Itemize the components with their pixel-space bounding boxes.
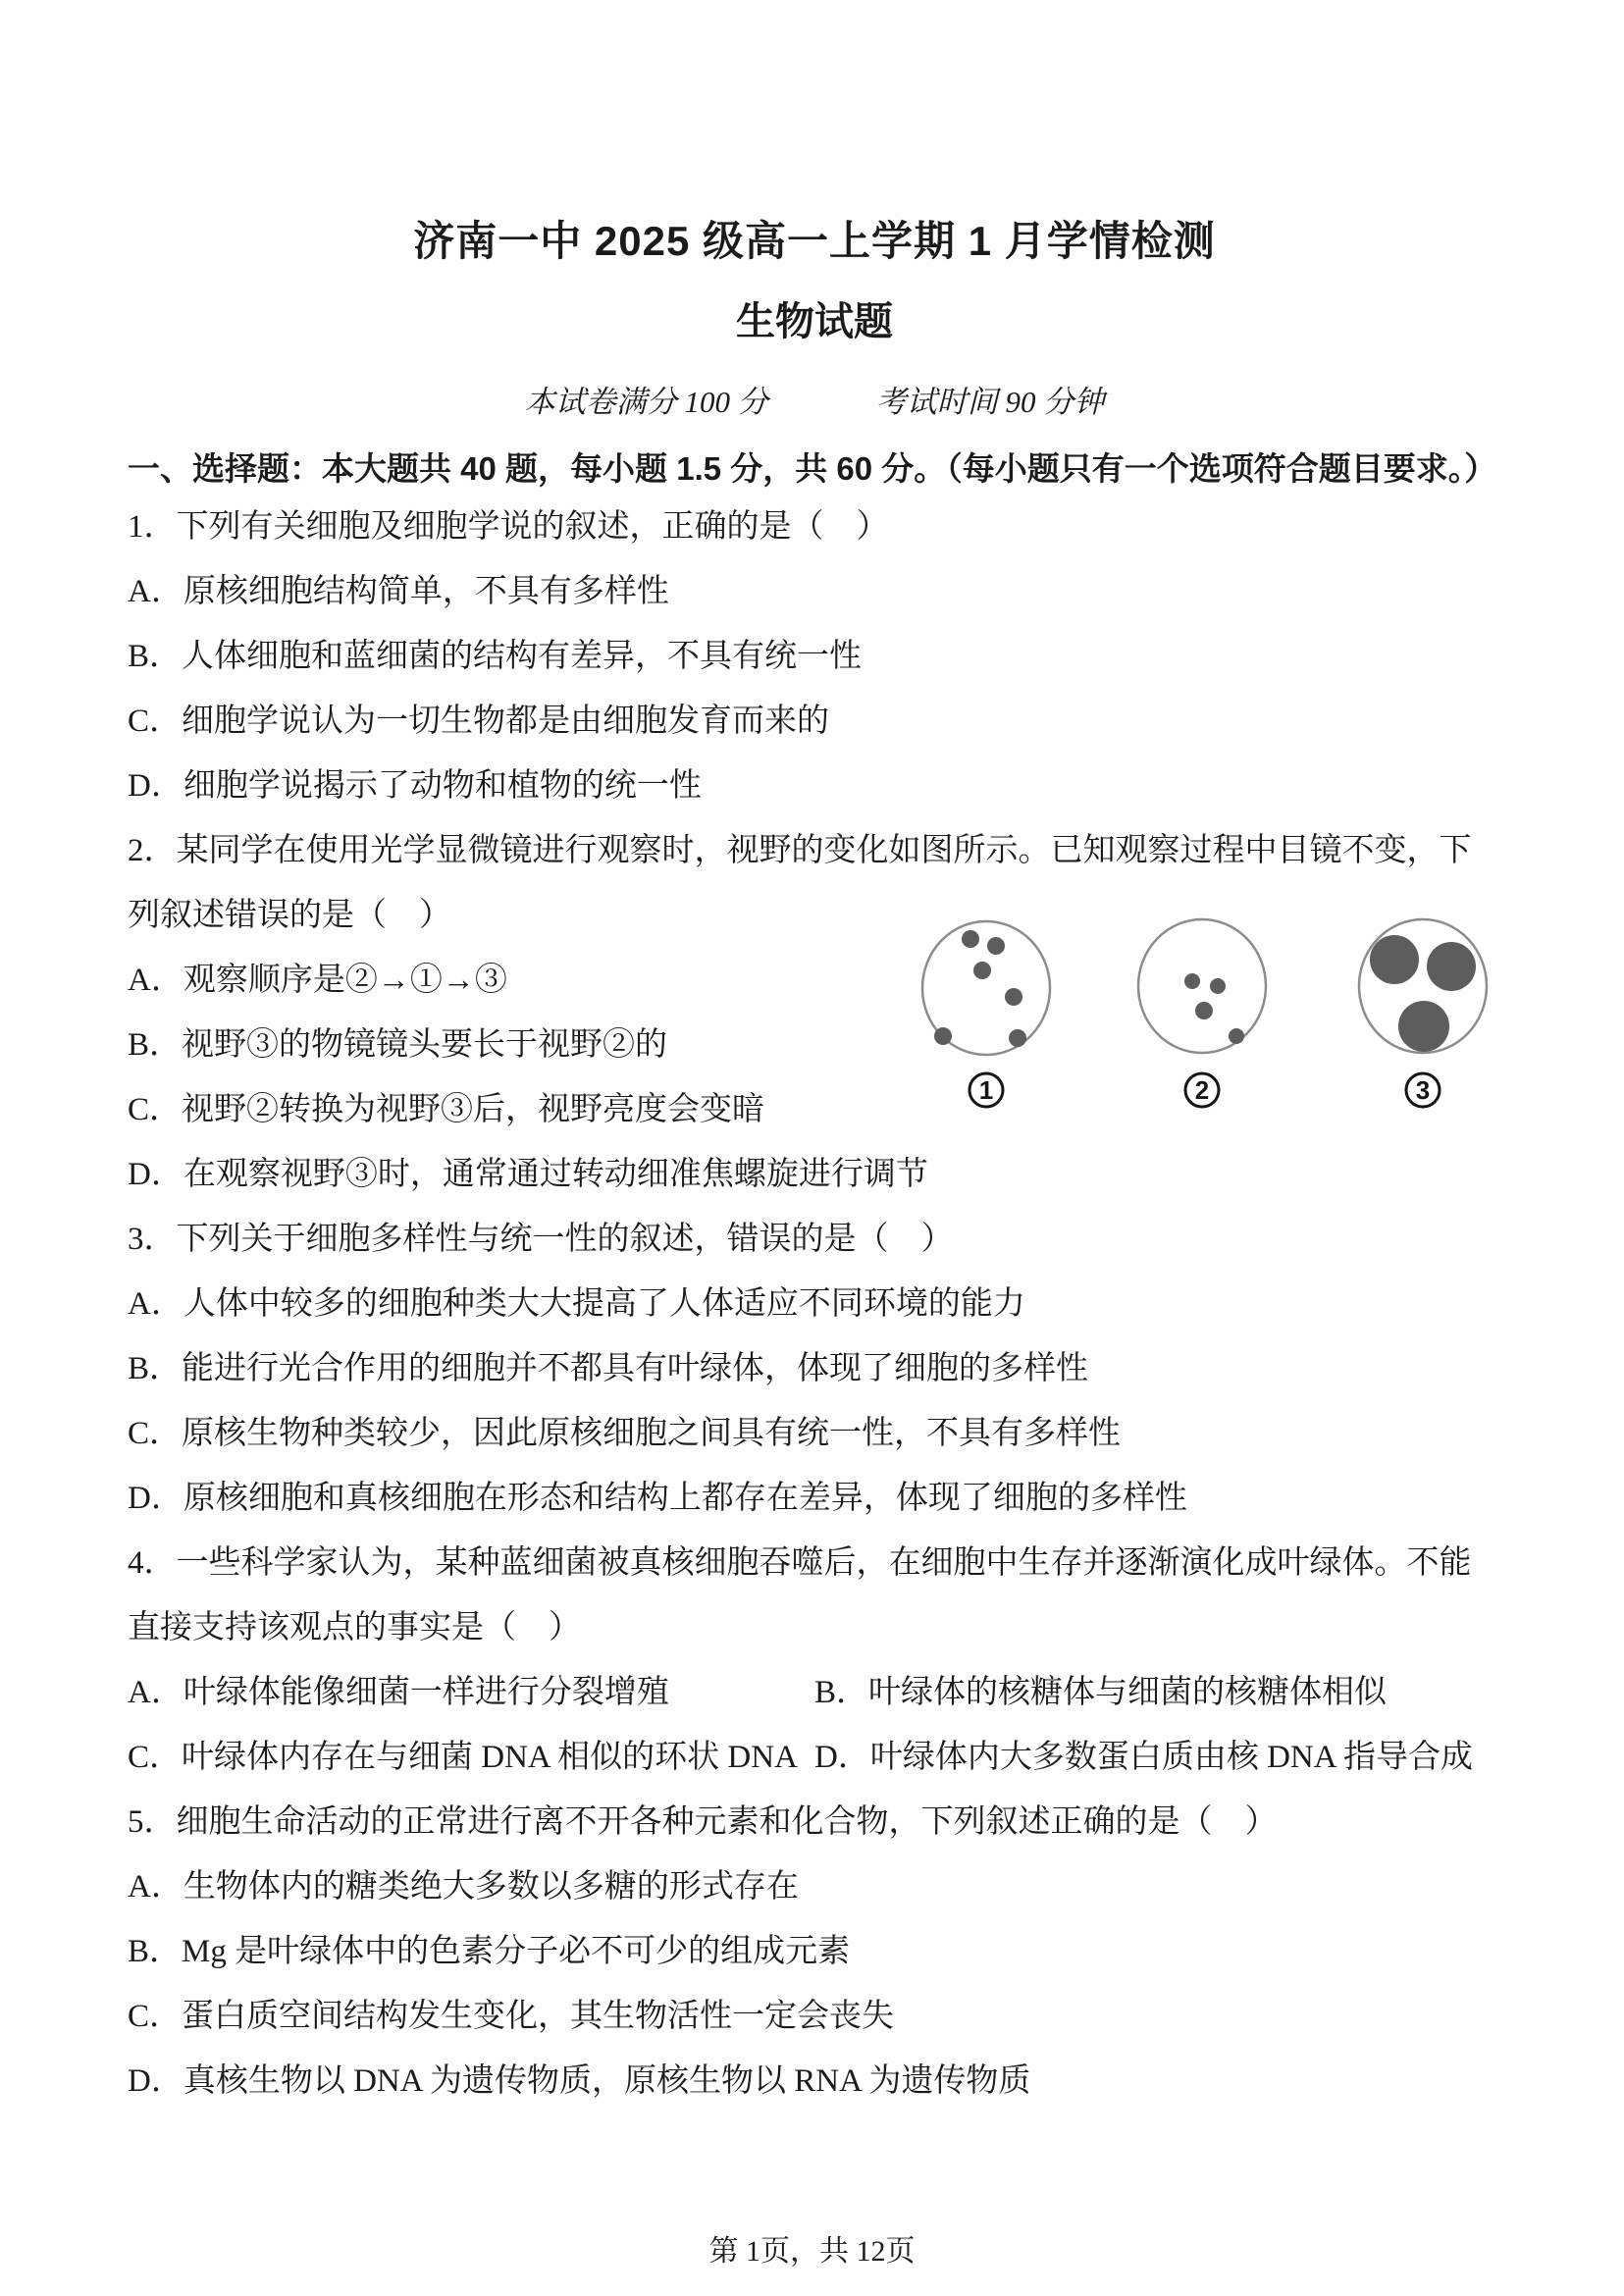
question-1-option-c: C．细胞学说认为一切生物都是由细胞发育而来的 xyxy=(128,704,830,739)
question-list xyxy=(128,495,1501,2113)
question-3-option-b: B．能进行光合作用的细胞并不都具有叶绿体，体现了细胞的多样性 xyxy=(128,1351,1089,1386)
exam-info-line xyxy=(128,383,1501,422)
question-3-option-d: D．原核细胞和真核细胞在形态和结构上都存在差异，体现了细胞的多样性 xyxy=(128,1481,1187,1516)
question-4-options-row-1 xyxy=(128,1660,1501,1725)
question-1-option-d: D．细胞学说揭示了动物和植物的统一性 xyxy=(128,768,702,804)
svg-text:2: 2 xyxy=(1194,1075,1210,1105)
question-2-figure xyxy=(873,908,1501,1123)
question-3-stem: 3．下列关于细胞多样性与统一性的叙述，错误的是（ ） xyxy=(128,1222,954,1257)
question-4-option-d: D．叶绿体内大多数蛋白质由核 DNA 指导合成 xyxy=(814,1740,1474,1775)
microscope-figure xyxy=(873,908,1501,1123)
question-2-option-d: D．在观察视野③时，通常通过转动细准焦螺旋进行调节 xyxy=(128,1157,928,1192)
section-header: 一、选择题：本大题共 40 题，每小题 1.5 分，共 60 分。（每小题只有一个选项符合题目要求。） xyxy=(128,450,1497,487)
exam-info-time: 考试时间 90 分钟 xyxy=(875,385,1105,419)
question-5-option-a: A．生物体内的糖类绝大多数以多糖的形式存在 xyxy=(128,1869,799,1905)
question-4-stem-line2: 直接支持该观点的事实是（ ） xyxy=(128,1610,581,1645)
svg-text:1: 1 xyxy=(978,1075,994,1105)
question-3-option-a: A．人体中较多的细胞种类大大提高了人体适应不同环境的能力 xyxy=(128,1286,1025,1322)
question-1-option-a: A．原核细胞结构简单，不具有多样性 xyxy=(128,574,669,609)
exam-title: 济南一中 2025 级高一上学期 1 月学情检测 xyxy=(413,218,1216,264)
question-5-stem: 5．细胞生命活动的正常进行离不开各种元素和化合物，下列叙述正确的是（ ） xyxy=(128,1804,1278,1840)
question-4-option-a: A．叶绿体能像细菌一样进行分裂增殖 xyxy=(128,1675,669,1710)
page-footer: 第 1页，共 12页 xyxy=(708,2235,916,2268)
svg-text:3: 3 xyxy=(1415,1075,1431,1105)
question-1-option-b: B．人体细胞和蓝细菌的结构有差异，不具有统一性 xyxy=(128,639,863,674)
question-5-option-c: C．蛋白质空间结构发生变化，其生物活性一定会丧失 xyxy=(128,1999,895,2034)
question-5-option-d: D．真核生物以 DNA 为遗传物质，原核生物以 RNA 为遗传物质 xyxy=(128,2063,1031,2099)
question-2-option-c: C．视野②转换为视野③后，视野亮度会变暗 xyxy=(128,1092,765,1127)
microscope-view-2 xyxy=(1138,919,1266,1107)
question-3-option-c: C．原核生物种类较少，因此原核细胞之间具有统一性，不具有多样性 xyxy=(128,1416,1122,1451)
question-2-stem-line2: 列叙述错误的是（ ） xyxy=(128,898,451,933)
microscope-view-1 xyxy=(922,921,1050,1107)
question-4-stem-line1: 4．一些科学家认为，某种蓝细菌被真核细胞吞噬后，在细胞中生存并逐渐演化成叶绿体。不能 xyxy=(128,1545,1472,1581)
question-4-option-c: C．叶绿体内存在与细菌 DNA 相似的环状 DNA xyxy=(128,1740,798,1775)
question-2-stem-line1: 2．某同学在使用光学显微镜进行观察时，视野的变化如图所示。已知观察过程中目镜不变，下 xyxy=(128,833,1472,868)
question-5-option-b: B．Mg 是叶绿体中的色素分子必不可少的组成元素 xyxy=(128,1934,851,1969)
question-2-option-a: A．观察顺序是②→①→③ xyxy=(128,963,507,998)
exam-subtitle: 生物试题 xyxy=(736,300,893,343)
question-1-stem: 1．下列有关细胞及细胞学说的叙述，正确的是（ ） xyxy=(128,509,889,545)
exam-info-score: 本试卷满分 100 分 xyxy=(524,385,768,419)
question-4-option-b: B．叶绿体的核糖体与细菌的核糖体相似 xyxy=(814,1675,1388,1710)
question-2-option-b: B．视野③的物镜镜头要长于视野②的 xyxy=(128,1027,668,1063)
microscope-view-3 xyxy=(1359,919,1487,1107)
question-4-options-row-2 xyxy=(128,1725,1501,1790)
